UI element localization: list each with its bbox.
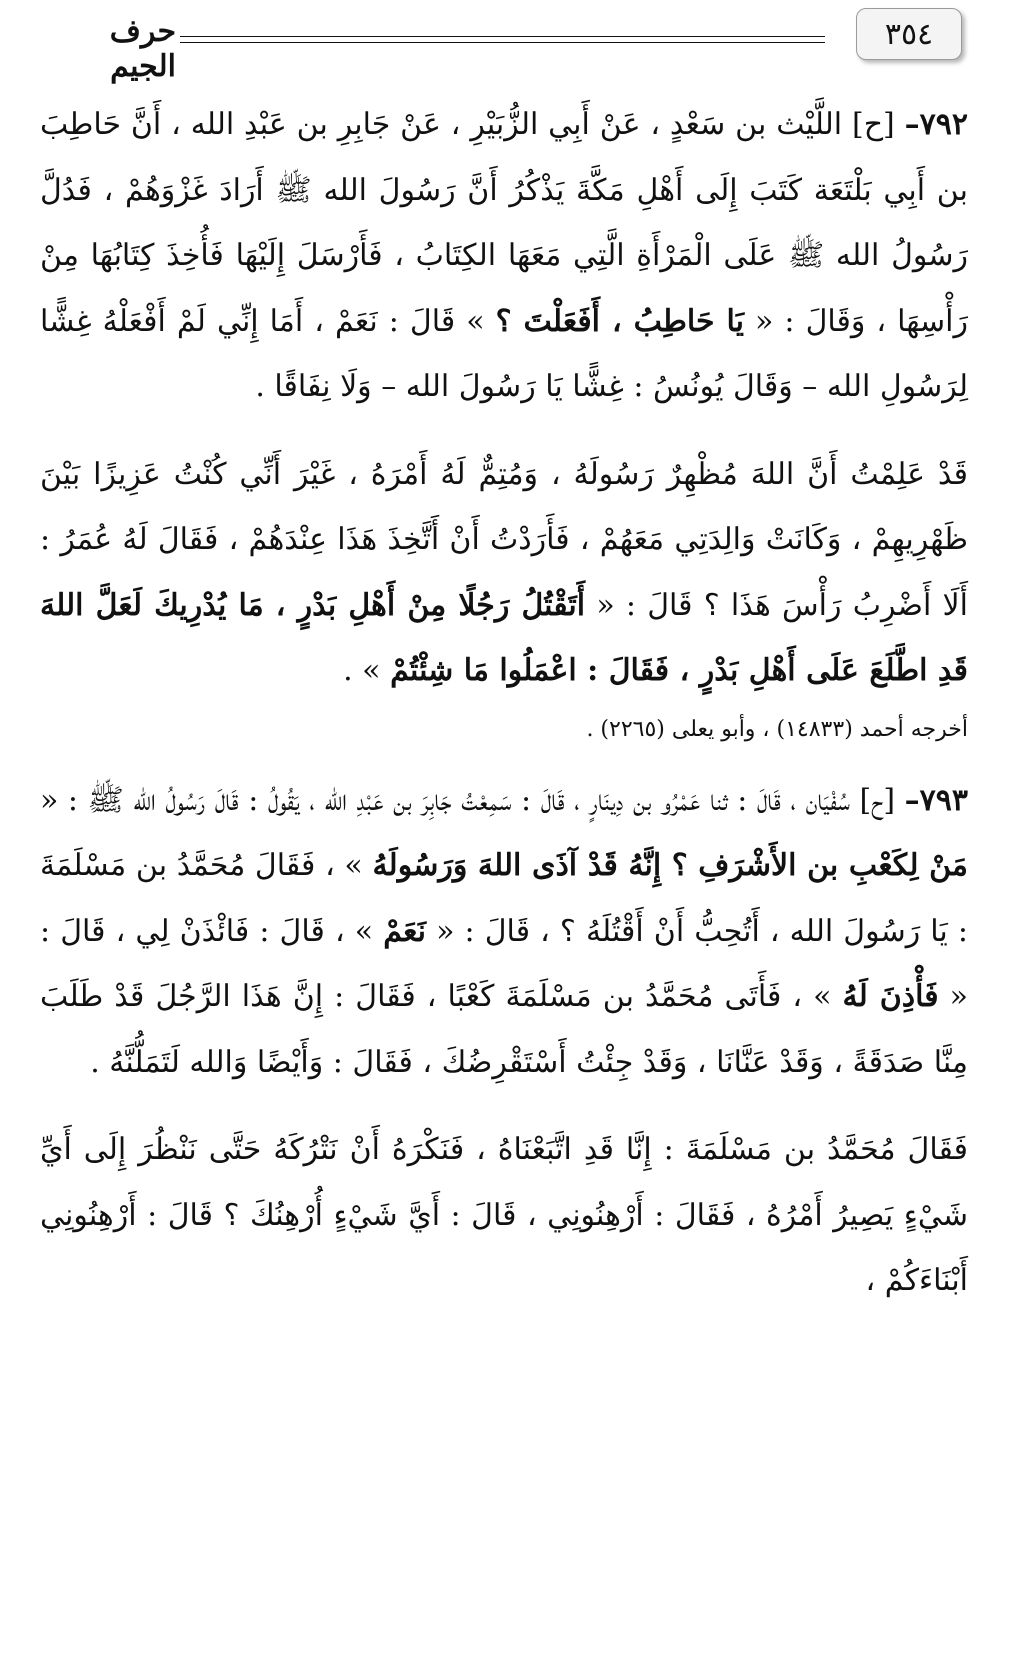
hadith-792-para2-text: قَدْ عَلِمْتُ أَنَّ اللهَ مُظْهِرٌ رَسُولَهُ ، وَمُتِمٌّ لَهُ أَمْرَهُ ، غَيْرَ أَنِّي كُنْتُ عَزِيزًا بَيْنَ ظَهْرِيهِمْ ، وَكَانَتْ وَالِدَتِي مَعَهُمْ ، فَأَرَدْتُ أَنْ أَتَّخِذَ هَذَا عِنْدَهُمْ ، فَقَالَ لَهُ عُمَرُ : أَلَا أَضْرِبُ رَأْسَ هَذَا ؟ قَالَ : « — [40, 456, 968, 623]
hadith-792-number: ٧٩٢– — [904, 107, 968, 142]
hadith-793-para2-text: فَقَالَ مُحَمَّدُ بن مَسْلَمَةَ : إِنَّا قَدِ اتَّبَعْنَاهُ ، فَنَكْرَهُ أَنْ نَتْرُكَهُ حَتَّى نَنْظُرَ إِلَى أَيِّ شَيْءٍ يَصِيرُ أَمْرُهُ ، فَقَالَ : أَرْهِنُونِي ، قَالَ : أَيَّ شَيْءٍ أُرْهِنُكَ ؟ قَالَ : أَرْهِنُونِي أَبْنَاءَكُمْ ، — [40, 1132, 968, 1298]
hadith-792-paragraph-2 — [40, 442, 968, 704]
page-body — [40, 92, 968, 1314]
hadith-792-text: [ح] اللَّيْث بن سَعْدٍ ، عَنْ أَبِي الزُّبَيْرِ ، عَنْ جَابِرِ بن عَبْدِ الله ، أَنَّ حَاطِبَ بن أَبِي بَلْتَعَة كَتَبَ إِلَى أَهْلِ مَكَّةَ يَذْكُرُ أَنَّ رَسُولَ الله ﷺ أَرَادَ غَزْوَهُمْ ، فَدُلَّ رَسُولُ الله ﷺ عَلَى الْمَرْأَةِ الَّتِي مَعَهَا الكِتَابُ ، فَأَرْسَلَ إِلَيْهَا فَأُخِذَ كِتَابُهَا مِنْ رَأْسِهَا ، وَقَالَ : « — [40, 107, 968, 339]
hadith-793-text-2: » ، فَقَالَ مُحَمَّدُ بن مَسْلَمَةَ : يَا رَسُولَ الله ، أَتُحِبُّ أَنْ أَقْتُلَهُ ؟ ، قَالَ : « — [40, 848, 968, 949]
hadith-792-para2-prophetic-words: أَتَقْتُلُ رَجُلًا مِنْ أَهْلِ بَدْرٍ ، مَا يُدْرِيكَ لَعَلَّ اللهَ قَدِ اطَّلَعَ عَلَى أَهْلِ بَدْرٍ ، فَقَالَ : اعْمَلُوا مَا شِئْتُمْ — [40, 587, 968, 688]
hadith-792-prophetic-words: يَا حَاطِبُ ، أَفَعَلْتَ ؟ — [495, 303, 745, 339]
hadith-792-text-cont: » قَالَ : نَعَمْ ، أَمَا إِنِّي لَمْ أَفْعَلْهُ غِشًّا لِرَسُولِ الله – وَقَالَ يُونُسُ : غِشًّا يَا رَسُولَ الله – وَلَا نِفَاقًا . — [40, 303, 968, 404]
hadith-793-prophetic-words: مَنْ لِكَعْبِ بن الأَشْرَفِ ؟ إِنَّهُ قَدْ آذَى اللهَ وَرَسُولَهُ — [372, 848, 968, 883]
hadith-793-paragraph-2 — [40, 1117, 968, 1314]
hadith-792-paragraph — [40, 92, 968, 420]
hadith-793-text-3: » ، قَالَ : فَائْذَنْ لِي ، قَالَ : « — [40, 913, 969, 1014]
page-number: ٣٥٤ — [856, 8, 962, 60]
hadith-792-para2-end: » . — [343, 653, 391, 688]
hadith-793-text-4: » ، فَأَتَى مُحَمَّدُ بن مَسْلَمَةَ كَعْبًا ، فَقَالَ : إِنَّ هَذَا الرَّجُلَ قَدْ طَلَبَ مِنَّا صَدَقَةً ، وَقَدْ عَنَّانَا ، وَقَدْ جِئْتُ أَسْتَقْرِضُكَ ، فَقَالَ : وَأَيْضًا وَالله لَتَمَلُّنَّهُ . — [40, 979, 968, 1080]
hadith-793-answer: نَعَمْ — [383, 913, 426, 949]
chapter-title: حرف الجيم — [109, 14, 176, 84]
hadith-793-text: [ح] سُفْيَان ، قَالَ : ثنا عَمْرُو بن دِينَارٍ ، قَالَ : سَمِعْتُ جَابِرَ بن عَبْدِ الله ، يَقُولُ : قَالَ رَسُولُ الله ﷺ : « — [40, 782, 896, 818]
hadith-793-paragraph — [40, 768, 968, 1096]
hadith-792-takhrij: أخرجه أحمد (١٤٨٣٣) ، وأبو يعلى (٢٢٦٥) . — [586, 716, 968, 742]
page-header — [0, 0, 1010, 84]
header-rule — [180, 36, 825, 43]
hadith-793-permission: فَأْذِنَ لَهُ — [842, 979, 939, 1014]
hadith-793-number: ٧٩٣– — [904, 782, 968, 818]
paragraph-gap — [40, 420, 968, 442]
paragraph-gap — [40, 1095, 968, 1117]
